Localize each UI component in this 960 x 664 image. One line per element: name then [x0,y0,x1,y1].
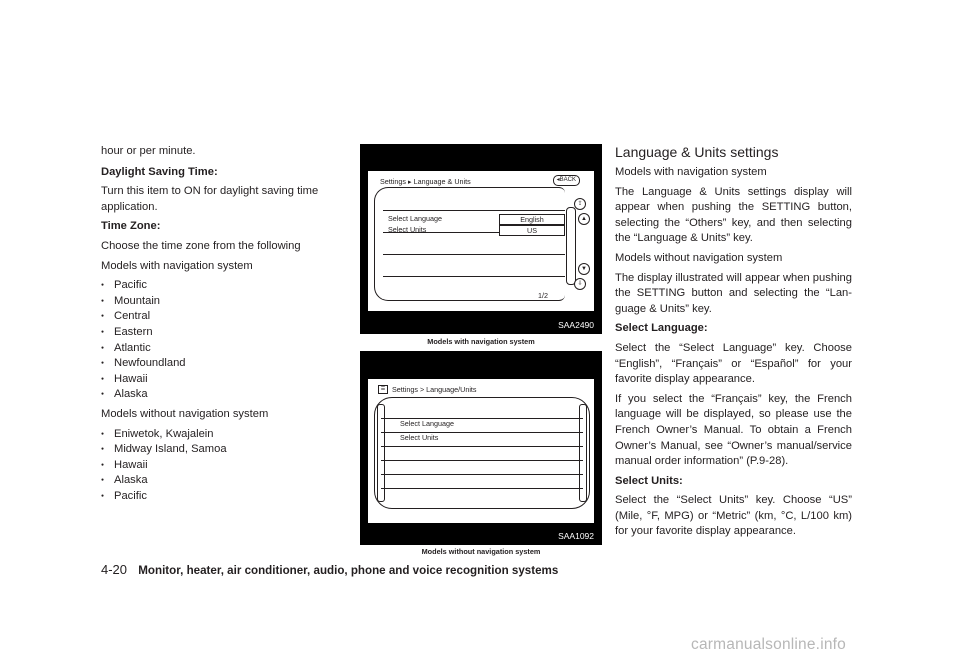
back-label: BACK [559,177,576,183]
left-scroll-bar [377,404,385,502]
nonav-models-label: Models without navigation system [101,407,269,420]
list-item: ● Pacific [101,278,346,294]
paragraph: Models with navigation system [615,166,767,178]
figure-caption: Models without navigation system [421,547,541,556]
list-item: ● Hawaii [101,372,346,388]
screen-illustration [368,379,594,523]
list-item: ● Hawaii [101,458,346,474]
page-indicator: 1/2 [538,291,548,300]
figure-nav-screen [360,144,602,334]
page-number: 4-20 [101,562,128,577]
scroll-up-icon: ▲ [578,213,590,225]
list-item: ● Alaska [101,473,346,489]
paragraph: If you select the “Français” key, the French language will be displayed, so please use the French Owner’s Manual. To obtain a French Owner’s Manual, see “Owner’s manual/service manual order information” (P.9-28). [615,392,852,468]
list-item: ● Pacific [101,489,346,505]
divider [381,488,583,489]
scroll-down-icon: ▼ [578,263,590,275]
screen-illustration [368,171,594,311]
list-item: ● Midway Island, Samoa [101,442,346,458]
figure-nonav-screen [360,351,602,545]
scroll-top-icon: ⇪ [574,198,586,210]
scroll-bottom-icon: ⇩ [574,278,586,290]
tz-heading: Time Zone: [101,220,161,233]
breadcrumb: Settings > Language/Units [392,385,477,394]
right-scroll-bar [579,404,587,502]
tz-text: Choose the time zone from the following [101,239,301,252]
back-arrow-icon: ◂ [556,177,560,183]
list-item: ● Alaska [101,387,346,403]
list-frame [374,397,590,509]
figure-caption: Models with navigation system [427,337,535,346]
figure-code: SAA1092 [558,531,594,541]
settings-icon: ☰ [378,385,388,394]
divider [381,446,583,447]
breadcrumb: Settings ▸ Language & Units [380,177,471,186]
divider [383,210,565,211]
nav-models-label: Models with navigation system [101,259,253,272]
watermark: carmanualsonline.info [691,636,846,653]
divider [383,276,565,277]
divider [381,474,583,475]
list-item: ● Eniwetok, Kwajalein [101,427,346,443]
right-column [615,143,852,540]
language-value-box: English [499,214,565,225]
select-units-heading: Select Units: [615,474,683,487]
figure-code: SAA2490 [558,320,594,330]
divider [383,254,565,255]
scroll-track [566,207,576,285]
list-frame [374,187,565,301]
paragraph: Models without navigation system [615,251,783,264]
paragraph: Select the “Select Language” key. Choose “English”, “Français” or “Español” for your favorite display appearance. [615,341,852,386]
page-footer [101,562,558,577]
list-item: ● Newfoundland [101,356,346,372]
footer-title: Monitor, heater, air conditioner, audio, phone and voice recognition systems [138,564,559,577]
list-item: ● Mountain [101,294,346,310]
list-item: ● Eastern [101,325,346,341]
units-value-box: US [499,225,565,236]
back-button [553,175,580,186]
paragraph: The Language & Units settings display will appear when pushing the SETTING button, selecting the “Others” key, and then selecting the “Language & Units” key. [615,185,852,245]
divider [381,460,583,461]
paragraph: The display illustrated will appear when pushing the SETTING button and selecting the “Lan-guage & Units” key. [615,271,852,315]
select-units-label: Select Units [388,225,427,234]
list-item: ● Central [101,309,346,325]
dst-heading: Daylight Saving Time: [101,165,218,178]
select-language-label: Select Language [400,419,454,428]
section-title: Language & Units settings [615,144,779,160]
list-item: ● Atlantic [101,341,346,357]
paragraph: Select the “Select Units” key. Choose “US” (Mile, °F, MPG) or “Metric” (km, °C, L/100 km) for your favorite display appearance. [615,494,852,538]
select-units-label: Select Units [400,433,439,442]
intro-text: hour or per minute. [101,145,196,157]
left-column [101,144,346,504]
select-language-label: Select Language [388,214,442,223]
select-language-heading: Select Language: [615,322,708,335]
dst-text: Turn this item to ON for daylight saving time application. [101,185,319,213]
